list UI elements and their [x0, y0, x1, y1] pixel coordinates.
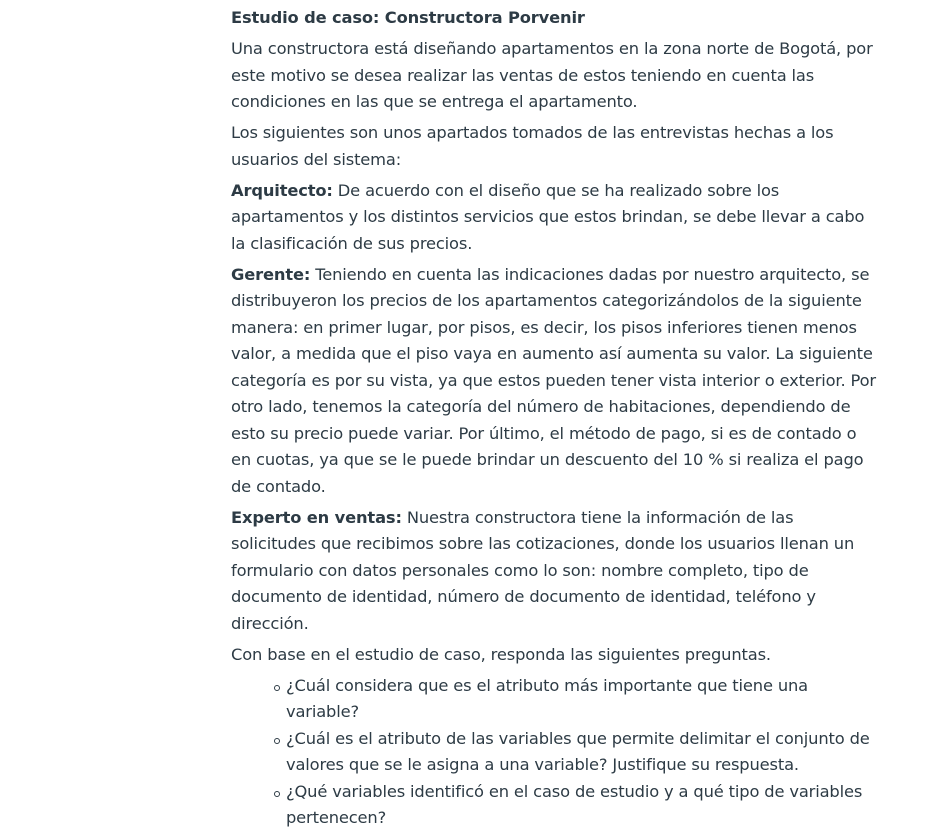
interview-text-sales-expert: Nuestra constructora tiene la información de las solicitudes que recibimos sobre las cotizaciones, donde los usuarios llenan un formulario con datos personales como lo son: nombre completo, tipo de documento de identidad, número de documento de identidad, teléfono y dirección. — [231, 507, 855, 633]
case-study-title: Estudio de caso: Constructora Porvenir — [231, 8, 585, 27]
interview-text-architect: De acuerdo con el diseño que se ha realizado sobre los apartamentos y los distintos servicios que estos brindan, se debe llevar a cabo la clasificación de sus precios. — [231, 180, 865, 253]
interview-sales-expert — [231, 505, 881, 638]
interview-role-manager: Gerente: — [231, 264, 311, 284]
interviews-intro-paragraph: Los siguientes son unos apartados tomados de las entrevistas hechas a los usuarios del sistema: — [231, 123, 834, 169]
case-study-content — [231, 5, 881, 832]
questions-intro-paragraph: Con base en el estudio de caso, responda las siguientes preguntas. — [231, 644, 771, 664]
question-item: ¿Cuál es el atributo de las variables que permite delimitar el conjunto de valores que se le asigna a una variable? Justifique su respuesta. — [286, 726, 881, 779]
interview-role-sales-expert: Experto en ventas: — [231, 507, 402, 527]
interview-text-manager: Teniendo en cuenta las indicaciones dadas por nuestro arquitecto, se distribuyeron los precios de los apartamentos categorizándolos de la siguiente manera: en primer lugar, por pisos, es decir, los pisos inferiores tienen menos valor, a medida que el piso vaya en aumento así aumenta su valor. La siguiente categoría es por su vista, ya que estos pueden tener vista interior o exterior. Por otro lado, tenemos la categoría del número de habitaciones, dependiendo de esto su precio puede variar. Por último, el método de pago, si es de contado o en cuotas, ya que se le puede brindar un descuento del 10 % si realiza el pago de contado. — [231, 264, 876, 496]
question-item: ¿Cuál considera que es el atributo más importante que tiene una variable? — [286, 673, 881, 726]
interview-role-architect: Arquitecto: — [231, 180, 333, 200]
interview-manager — [231, 262, 881, 501]
interview-architect — [231, 178, 881, 258]
case-intro-paragraph: Una constructora está diseñando apartamentos en la zona norte de Bogotá, por este motivo se desea realizar las ventas de estos teniendo en cuenta las condiciones en las que se entrega el apartamento. — [231, 39, 873, 111]
questions-list — [231, 673, 881, 832]
question-item: ¿Qué variables identificó en el caso de estudio y a qué tipo de variables pertenecen? — [286, 779, 881, 832]
